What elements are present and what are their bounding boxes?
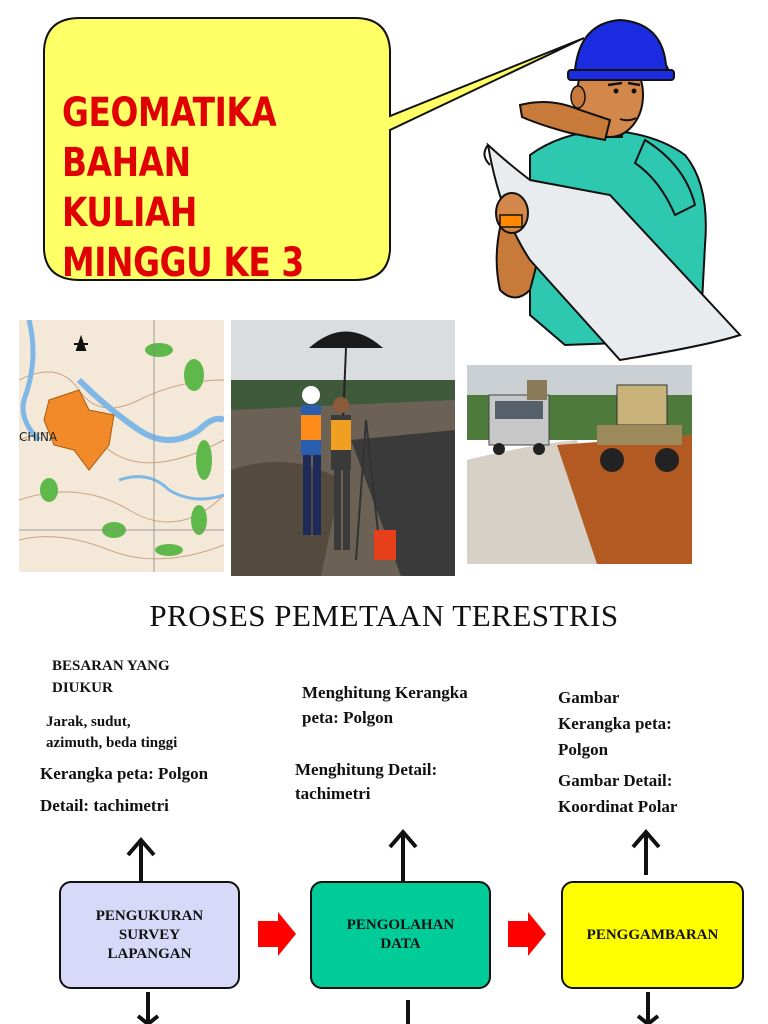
col1-item1: Kerangka peta: Polgon: [40, 764, 209, 783]
surveyor-field-photo: [231, 320, 455, 576]
col2-item1: [302, 680, 468, 730]
col1-heading-line1: BESARAN YANG: [52, 658, 170, 674]
col1-heading: [52, 655, 170, 699]
bubble-line-2: BAHAN KULIAH: [62, 140, 197, 236]
col3-item1-line3: Polgon: [558, 740, 609, 759]
up-arrow-icon: [633, 832, 659, 875]
col3-item1-line2: Kerangka peta:: [558, 714, 672, 733]
red-right-arrow-icon: [508, 912, 546, 956]
col1-heading-line2: DIUKUR: [52, 680, 113, 696]
box2-line2: DATA: [380, 936, 421, 952]
col1-detail-line1: Jarak, sudut,: [46, 714, 131, 730]
col1-item2: Detail: tachimetri: [40, 796, 169, 815]
up-arrow-icon: [128, 840, 154, 882]
bubble-line-1: GEOMATIKA: [62, 90, 277, 136]
col3-item1: [558, 685, 672, 763]
engineer-cartoon: [470, 15, 760, 365]
col2-item2: [295, 758, 437, 806]
map-city-label: CHINA: [19, 430, 58, 444]
col1-detail-line2: azimuth, beda tinggi: [46, 735, 178, 751]
bubble-line-3: MINGGU KE 3: [62, 240, 304, 286]
down-arrow-icon: [638, 992, 658, 1024]
col3-item1-line1: Gambar: [558, 688, 620, 707]
box1-line3: LAPANGAN: [107, 945, 192, 962]
process-box-processing: [310, 881, 491, 989]
diagram-title: PROSES PEMETAAN TERESTRIS: [149, 598, 619, 633]
col2-item2-line1: Menghitung Detail:: [295, 760, 438, 779]
bubble-text: [62, 88, 324, 288]
box2-line1: PENGOLAHAN: [346, 917, 455, 933]
red-right-arrow-icon: [258, 912, 296, 956]
box1-line1: PENGUKURAN: [95, 907, 204, 924]
col3-item2-line1: Gambar Detail:: [558, 771, 673, 790]
down-arrow-icon: [138, 992, 158, 1024]
col2-item2-line2: tachimetri: [295, 784, 371, 803]
box3-line1: PENGGAMBARAN: [586, 926, 719, 943]
box1-line2: SURVEY: [118, 926, 181, 943]
col3-item2-line2: Koordinat Polar: [558, 797, 678, 816]
topographic-map-image: [19, 320, 224, 572]
road-construction-photo: [467, 365, 692, 564]
col2-item1-line1: Menghitung Kerangka: [302, 683, 468, 702]
col2-item1-line2: peta: Polgon: [302, 708, 394, 727]
up-arrow-icon: [390, 832, 416, 882]
process-box-survey: [59, 881, 240, 989]
col3-item2: [558, 768, 677, 820]
col1-detail: [46, 712, 177, 754]
process-box-drawing: [561, 881, 744, 989]
